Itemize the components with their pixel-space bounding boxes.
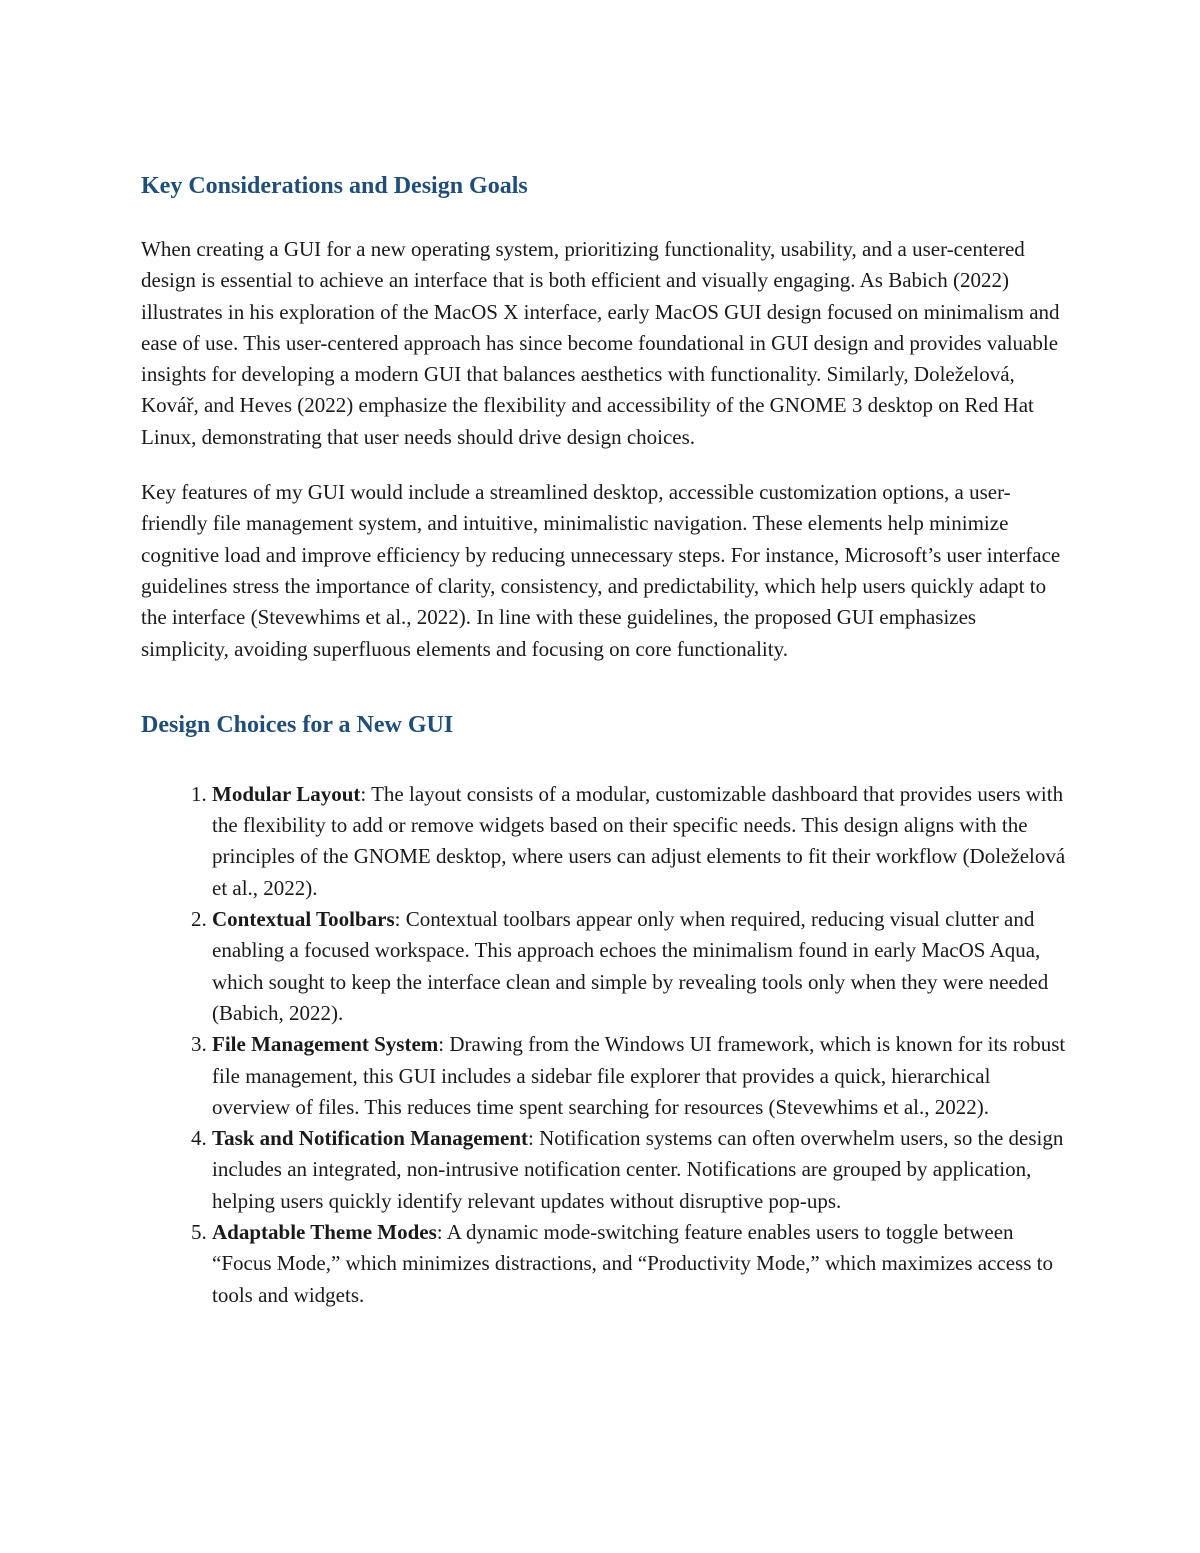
list-item-term: Contextual Toolbars — [212, 907, 395, 932]
list-item-term: Task and Notification Management — [212, 1126, 528, 1151]
list-item — [212, 1217, 1066, 1311]
list-item-term: Modular Layout — [212, 781, 361, 806]
section-heading-key-considerations: Key Considerations and Design Goals — [141, 173, 528, 199]
section-heading-design-choices: Design Choices for a New GUI — [141, 711, 454, 738]
list-item — [212, 1123, 1066, 1217]
list-item-text: : A dynamic mode-switching feature enables users to toggle between “Focus Mode,” which minimizes distractions, and “Productivity Mode,” which maximizes access to tools and widgets. — [212, 1220, 1053, 1307]
list-item-text: : The layout consists of a modular, customizable dashboard that provides users with the flexibility to add or remove widgets based on their specific needs. This design aligns with the principles of the GNOME desktop, where users can adjust elements to fit their workflow (Doleželová et al., 2022). — [212, 781, 1066, 900]
list-item-term: File Management System — [212, 1032, 439, 1057]
design-choices-list — [141, 779, 1066, 1311]
list-item — [212, 1029, 1066, 1123]
list-item-term: Adaptable Theme Modes — [212, 1220, 437, 1245]
list-item-text: : Notification systems can often overwhelm users, so the design includes an integrated, non-intrusive notification center. Notifications are grouped by application, helping users quickly identify relevant updates without disruptive pop-ups. — [212, 1126, 1064, 1213]
paragraph-intro: When creating a GUI for a new operating system, prioritizing functionality, usability, and a user-centered design is essential to achieve an interface that is both efficient and visually engaging. As Babich (2022) illustrates in his exploration of the MacOS X interface, early MacOS GUI design focused on minimalism and ease of use. This user-centered approach has since become foundational in GUI design and provides valuable insights for developing a modern GUI that balances aesthetics with functionality. Similarly, Doleželová, Kovář, and Heves (2022) emphasize the flexibility and accessibility of the GNOME 3 desktop on Red Hat Linux, demonstrating that user needs should drive design choices. — [141, 237, 1060, 449]
list-item — [212, 779, 1066, 904]
list-item-text: : Contextual toolbars appear only when required, reducing visual clutter and enabling a focused workspace. This approach echoes the minimalism found in early MacOS Aqua, which sought to keep the interface clean and simple by revealing tools only when they were needed (Babich, 2022). — [212, 907, 1049, 1025]
list-item — [212, 904, 1066, 1029]
list-item-text: : Drawing from the Windows UI framework, which is known for its robust file management, this GUI includes a sidebar file explorer that provides a quick, hierarchical overview of files. This reduces time spent searching for resources (Stevewhims et al., 2022). — [212, 1032, 1066, 1119]
document-page — [141, 168, 1066, 1311]
paragraph-key-features: Key features of my GUI would include a streamlined desktop, accessible customization options, a user-friendly file management system, and intuitive, minimalistic navigation. These elements help minimize cognitive load and improve efficiency by reducing unnecessary steps. For instance, Microsoft’s user interface guidelines stress the importance of clarity, consistency, and predictability, which help users quickly adapt to the interface (Stevewhims et al., 2022). In line with these guidelines, the proposed GUI emphasizes simplicity, avoiding superfluous elements and focusing on core functionality. — [141, 480, 1061, 661]
